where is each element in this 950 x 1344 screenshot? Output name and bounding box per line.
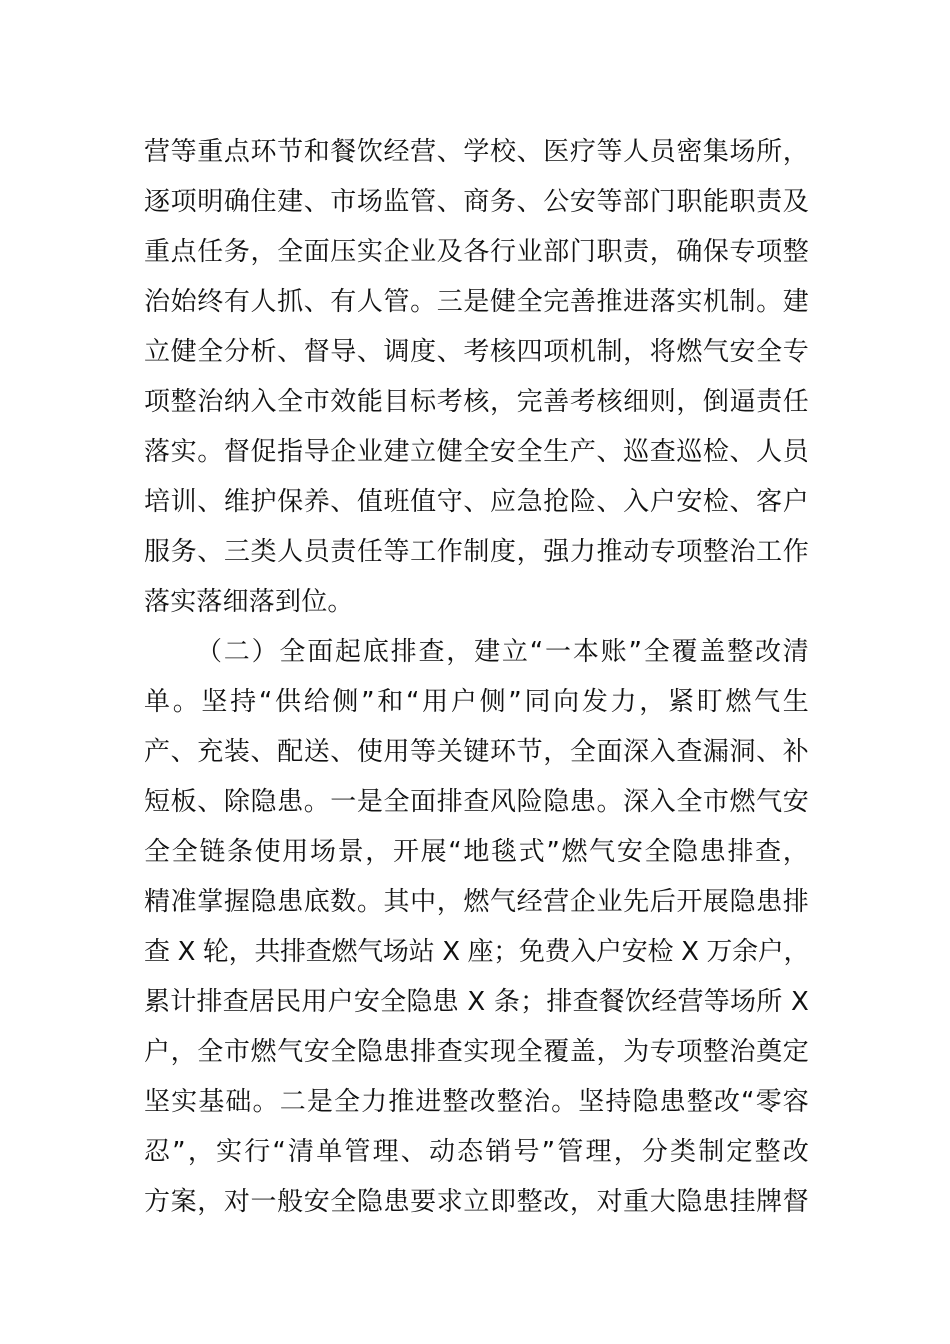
text-line-3: 重点任务，全面压实企业及各行业部门职责，确保专项整 [144,237,809,267]
text-line-2: 逐项明确住建、市场监管、商务、公安等部门职能职责及 [144,187,809,217]
text-line-5: 立健全分析、督导、调度、考核四项机制，将燃气安全专 [144,337,809,367]
text-line-4: 治始终有人抓、有人管。三是健全完善推进落实机制。建 [144,287,809,317]
section-heading-line: （二）全面起底排查，建立“一本账”全覆盖整改清 [196,637,809,667]
text-line-1: 营等重点环节和餐饮经营、学校、医疗等人员密集场所， [144,137,809,167]
text-line-14: 短板、除隐患。一是全面排查风险隐患。深入全市燃气安 [144,787,809,817]
text-line-16: 精准掌握隐患底数。其中，燃气经营企业先后开展隐患排 [144,887,809,917]
text-line-10: 落实落细落到位。 [144,587,354,617]
text-line-7: 落实。督促指导企业建立健全安全生产、巡查巡检、人员 [144,437,809,467]
text-line-6: 项整治纳入全市效能目标考核，完善考核细则，倒逼责任 [144,387,809,417]
body-text [144,127,809,1227]
text-line-17: 查 X 轮，共排查燃气场站 X 座；免费入户安检 X 万余户， [144,937,809,967]
text-line-18: 累计排查居民用户安全隐患 X 条；排查餐饮经营等场所 X [144,987,809,1017]
text-line-15: 全全链条使用场景，开展“地毯式”燃气安全隐患排查， [144,837,809,867]
text-line-9: 服务、三类人员责任等工作制度，强力推动专项整治工作 [144,537,809,567]
text-line-22: 方案，对一般安全隐患要求立即整改，对重大隐患挂牌督 [144,1187,809,1217]
text-line-20: 坚实基础。二是全力推进整改整治。坚持隐患整改“零容 [144,1087,809,1117]
text-line-8: 培训、维护保养、值班值守、应急抢险、入户安检、客户 [144,487,809,517]
text-line-13: 产、充装、配送、使用等关键环节，全面深入查漏洞、补 [144,737,809,767]
text-line-21: 忍”，实行“清单管理、动态销号”管理，分类制定整改 [144,1137,809,1167]
text-line-12: 单。坚持“供给侧”和“用户侧”同向发力，紧盯燃气生 [144,687,809,717]
text-line-19: 户，全市燃气安全隐患排查实现全覆盖，为专项整治奠定 [144,1037,809,1067]
